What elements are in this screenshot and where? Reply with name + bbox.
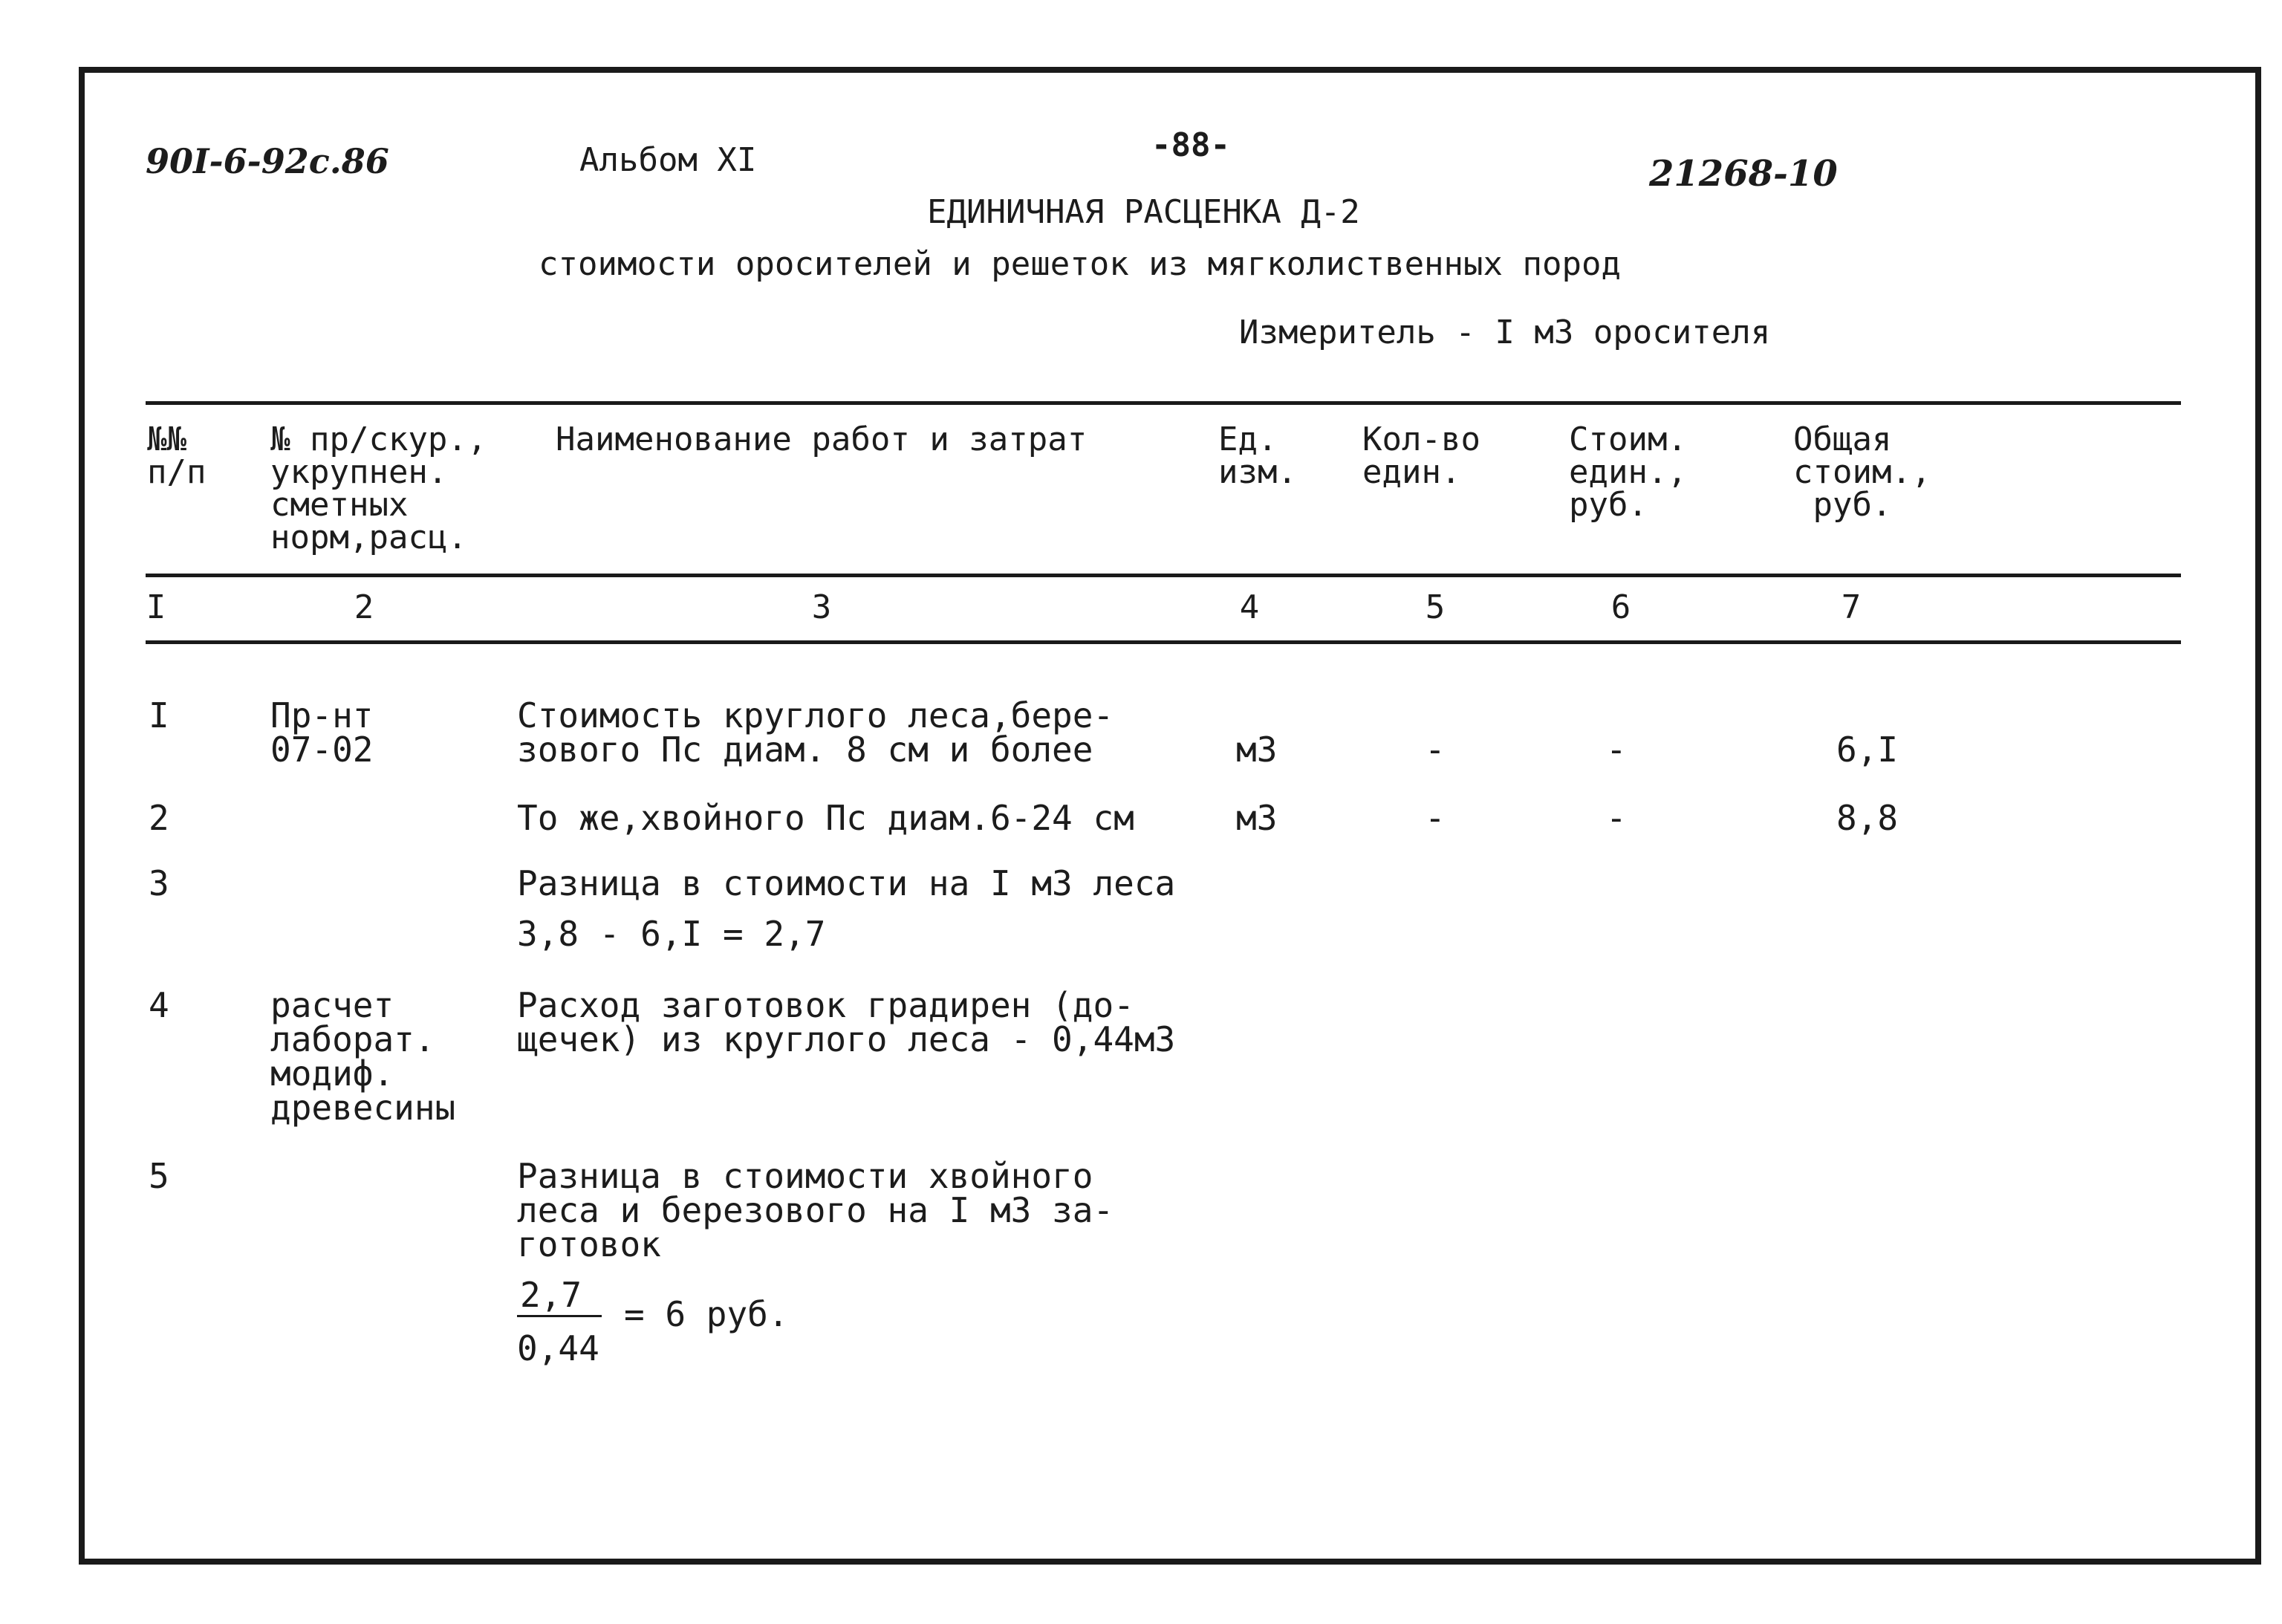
fraction-numerator: 2,7	[520, 1275, 582, 1315]
row-unit: м3	[1236, 730, 1278, 770]
column-header-total: Общая стоим., руб.	[1793, 420, 1931, 524]
measure-unit: Измеритель - I м3 оросителя	[1239, 314, 1771, 351]
document-subtitle: стоимости оросителей и решеток из мягколиственных пород	[539, 245, 1621, 283]
row-formula: 3,8 - 6,I = 2,7	[517, 914, 826, 954]
row-unit-price: -	[1606, 798, 1627, 838]
row-reference: Пр-нт 07-02	[270, 695, 374, 770]
column-header-num: №№ п/п	[147, 420, 207, 491]
column-header-ref: № пр/скур., укрупнен. сметных норм,расц.	[270, 420, 487, 556]
page-frame	[79, 67, 2261, 1565]
column-number: 4	[1239, 588, 1260, 626]
document-code: 90I-6-92c.86	[146, 141, 389, 181]
row-reference: расчет лаборат. модиф. древесины	[270, 985, 456, 1128]
column-number: 6	[1610, 588, 1631, 626]
row-total: 8,8	[1836, 798, 1899, 838]
row-unit-price: -	[1606, 730, 1627, 770]
row-description: Расход заготовок градирен (до- щечек) из круглого леса - 0,44м3	[517, 985, 1176, 1059]
table-numbers-rule	[146, 640, 2181, 644]
column-header-name: Наименование работ и затрат	[556, 420, 1088, 458]
row-quantity: -	[1425, 798, 1446, 838]
column-number: I	[146, 588, 166, 626]
fraction-denominator: 0,44	[517, 1328, 599, 1368]
row-number: 2	[149, 798, 169, 838]
table-header-rule	[146, 574, 2181, 577]
column-number: 2	[354, 588, 374, 626]
row-number: 4	[149, 985, 169, 1025]
row-quantity: -	[1425, 730, 1446, 770]
fraction-result: = 6 руб.	[624, 1294, 789, 1334]
column-header-price: Стоим. един., руб.	[1569, 420, 1687, 524]
row-description: Разница в стоимости хвойного леса и березового на I м3 за- готовок	[517, 1156, 1114, 1264]
album-label: Альбом XI	[579, 141, 757, 179]
table-top-rule	[146, 401, 2181, 405]
row-description: Стоимость круглого леса,бере- зового Пс диам. 8 см и более	[517, 695, 1114, 770]
column-number: 5	[1425, 588, 1446, 626]
row-unit: м3	[1236, 798, 1278, 838]
fraction-bar	[517, 1315, 602, 1317]
row-total: 6,I	[1836, 730, 1899, 770]
row-number: I	[149, 695, 169, 735]
column-header-unit: Ед. изм.	[1218, 420, 1297, 491]
column-number: 3	[811, 588, 832, 626]
row-description: То же,хвойного Пс диам.6-24 см	[517, 798, 1134, 838]
row-number: 5	[149, 1156, 169, 1196]
column-number: 7	[1841, 588, 1862, 626]
row-number: 3	[149, 863, 169, 903]
row-description: Разница в стоимости на I м3 леса	[517, 863, 1176, 903]
page-number: -88-	[1151, 126, 1230, 164]
stamp-number: 21268-10	[1649, 153, 1838, 195]
column-header-qty: Кол-во един.	[1362, 420, 1480, 491]
document-title: ЕДИНИЧНАЯ РАСЦЕНКА Д-2	[927, 193, 1360, 231]
